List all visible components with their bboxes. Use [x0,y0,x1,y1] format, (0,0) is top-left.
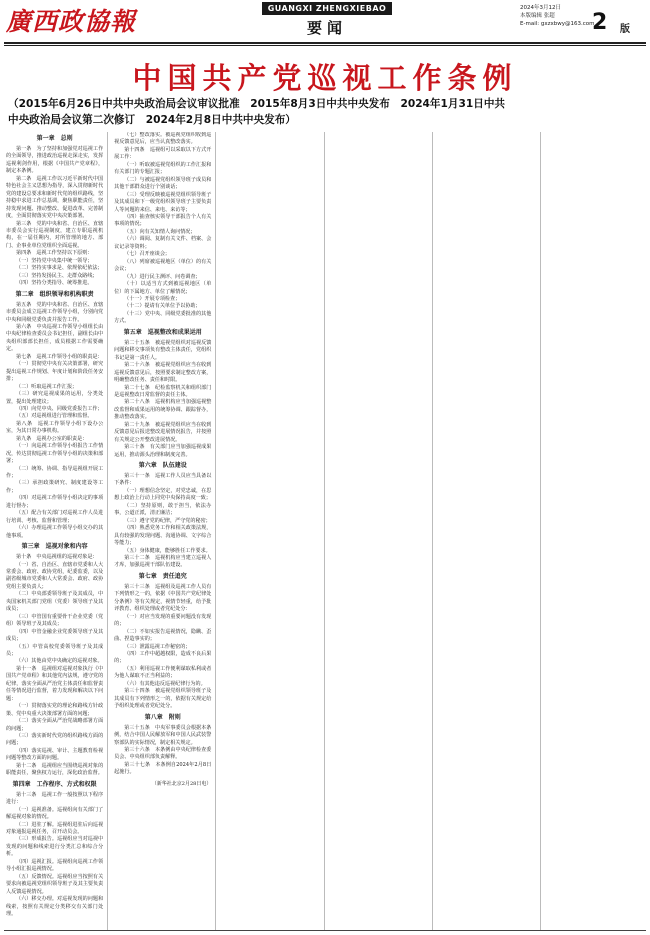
article-paragraph: （十三）党中央、同级党委批准的其他方式。 [114,310,212,325]
article-paragraph: （三）遵守党的纪律，严守党的秘密； [124,517,211,524]
article-paragraph: （六）其他由党中央确定的巡视对象。 [16,658,103,665]
text-column [331,132,433,930]
text-column [6,132,108,930]
masthead-divider-thin [4,45,646,46]
article-paragraph: （二）不如实报告巡视情况，隐瞒、歪曲、捏造事实的； [114,628,212,643]
text-column [547,132,644,930]
article-paragraph: 第一条 为了坚持和加强党对巡视工作的全面领导，推进政治巡视走深走实，发挥巡视利剑作用，根据《中国共产党章程》，制定本条例。 [6,146,104,175]
article-paragraph: 第四条 巡视工作坚持以下原则： [16,250,93,257]
text-column [222,132,324,930]
article-paragraph: 第十二条 巡视组应当围绕巡视对象的职能责任，聚焦权力运行，深化政治监督。 [6,762,104,777]
chapter-heading: 第三章 巡视对象和内容 [21,543,88,551]
article-paragraph: （六）移交办理。对巡视发现的问题和线索，按照有关规定分类移交有关部门处理。 [6,896,104,917]
article-paragraph: 第十四条 巡视组可以采取以下方式开展工作： [114,146,212,161]
chapter-heading: 第八章 附则 [144,713,181,721]
article-paragraph: （二）坚持原则，敢于担当，依法办事，公道正派，清正廉洁； [114,502,212,517]
article-paragraph: 第六条 中央巡视工作领导小组组长由中央纪律检查委员会书记担任，副组长由中央组织部部长担任，成员根据工作需要确定。 [6,323,104,353]
article-paragraph: （二）进驻了解。巡视组进驻后向巡视对象通报巡视任务，召开动员会。 [6,821,104,835]
date-block [520,4,600,28]
subtitle-line: （2015年6月26日中共中央政治局会议审议批准 2015年8月3日中共中央发布 2024年1月31日中共 [8,98,506,110]
newspaper-logo: 廣西政協報 [6,7,137,36]
article-paragraph: （四）向党中央、同级党委报告工作； [16,405,103,412]
article-paragraph: （七）召开座谈会； [124,251,171,258]
article-paragraph: （六）有其他违反巡视纪律行为的。 [124,680,206,687]
article-paragraph: 第三条 党的中央和省、自治区、直辖市委员会实行巡视制度，建立专职巡视机构，在一届任期内，对所管理的地方、部门、企事业单位党组织全面巡视。 [6,220,104,249]
article-body [6,132,644,930]
article-paragraph: （三）研究巡视成果的运用，分类处置，提出处理建议； [6,391,104,405]
article-paragraph: 第十一条 巡视组对巡视对象执行《中国共产党章程》和其他党内法规，遵守党的纪律，落实全面从严治党主体责任和监督责任等情况进行监督，着力发现和解决以下问题： [6,665,104,702]
article-paragraph: （三）中管国有重要骨干企业党委（党组）领导班子及其成员； [6,613,104,628]
article-paragraph: 第二十五条 被巡视党组织对巡视反馈问题和移交事项负有整改主体责任，党组织书记是第一责任人。 [114,339,212,361]
article-headline: 中国共产党巡视工作条例 [132,61,518,95]
article-paragraph: （一）理想信念坚定，对党忠诚，在思想上政治上行动上同党中央保持高度一致； [114,487,212,502]
article-paragraph: 第十条 中央巡视组的巡视对象是： [16,554,98,561]
article-paragraph: （十二）提请有关单位予以协助； [124,303,201,310]
article-paragraph: （三）承担政策研究、制度建设等工作； [6,480,104,494]
article-paragraph: （六）办理巡视工作领导小组交办的其他事项。 [6,525,104,539]
article-paragraph: （一）贯彻落实党的理论和路线方针政策、党中央重大决策部署方面的问题； [6,703,104,717]
subtitle-line: 中央政治局会议第二次修订 2024年2月8日中共中央发布） [8,114,296,126]
article-paragraph: （二）听取巡视工作汇报； [16,383,78,390]
article-paragraph: 第七条 巡视工作领导小组的职责是： [16,353,103,360]
article-paragraph: 第三十六条 本条例由中央纪律检查委员会、中央组织部负责解释。 [114,746,212,761]
article-paragraph: 第九条 巡视办公室的职责是： [16,435,88,442]
article-paragraph: 第二十九条 被巡视党组织应当在收到反馈意见后报送整改进展情况报告，并按照有关规定公开整改进展情况。 [114,421,212,443]
editor-line: 本版编辑 张超 [520,13,555,19]
article-paragraph: （二）中央部委领导班子及其成员，中央国家机关部门党组（党委）领导班子及其成员； [6,591,104,613]
article-paragraph: （五）利用巡视工作便利谋取私利或者为他人谋取不正当利益的； [114,665,212,680]
article-paragraph: （一）向巡视工作领导小组报告工作情况，传达贯彻巡视工作领导小组的决策和部署； [6,443,104,465]
article-paragraph: 第三十一条 巡视工作人员应当具备以下条件： [114,473,212,487]
article-paragraph: （五）反馈情况。巡视组应当按照有关要求向被巡视党组织领导班子及其主要负责人反馈巡视情况。 [6,873,104,895]
masthead-divider [4,42,646,44]
page-number: 2 [592,10,608,35]
article-paragraph: 第三十二条 巡视机构应当建立巡视人才库，加强巡视干部队伍建设。 [114,555,212,569]
article-paragraph: （一）省、自治区、直辖市党委和人大常委会、政府、政协党组，纪委监委，以及副省级城市党委和人大常委会、政府、政协党组主要负责人； [6,561,104,590]
source-footnote: （新华社北京2月28日电） [151,780,212,787]
article-paragraph: 第三十条 有关部门应当加强巡视成果运用，推动源头治理和制度完善。 [114,444,212,458]
article-paragraph: （一）贯彻党中央有关决策部署，研究提出巡视工作规划、年度计划和阶段任务安排； [6,361,104,383]
chapter-heading: 第一章 总则 [36,135,73,142]
article-paragraph: （十）以适当方式到被巡视地区（单位）的下属地方、单位了解情况； [114,281,212,295]
article-paragraph: （八）列席被巡视地区（单位）的有关会议； [114,258,212,273]
article-paragraph: 第二十八条 巡视机构应当加强巡视整改监督和成果运用的统筹协调、跟踪督办，推动整改落实。 [114,399,212,421]
article-subtitle [8,96,648,128]
article-paragraph: 第三十五条 中央军事委员会根据本条例，结合中国人民解放军和中国人民武装警察部队的实际情况，制定相关规定。 [114,724,212,746]
text-column [114,132,216,930]
article-paragraph: 第二条 巡视工作以习近平新时代中国特色社会主义思想为指导，深入贯彻新时代党的建设总要求和新时代党的组织路线，坚持稳中求进工作总基调，聚焦职能责任，坚持发现问题、推动整改、促进改革、完善制度，全面贯彻落实党中央决策部署。 [6,175,104,220]
article-paragraph: （三）形成报告。巡视组应当对巡视中发现的问题和线索进行分类汇总和综合分析。 [6,836,104,858]
date-line: 2024年3月12日 [520,5,561,11]
article-paragraph: （二）与被巡视党组织领导班子成员和其他干部群众进行个别谈话； [114,176,212,191]
article-paragraph: 第三十七条 本条例自2024年2月8日起施行。 [114,761,212,776]
chapter-heading: 第四章 工作程序、方式和权限 [12,780,97,788]
page-unit: 版 [620,24,630,35]
article-paragraph: （二）统筹、协调、指导巡视组开展工作； [6,465,104,480]
article-paragraph: （一）巡视准备。巡视组向有关部门了解巡视对象的情况。 [6,806,104,821]
article-paragraph: （四）坚持分类指导、统筹推进。 [16,280,93,287]
article-paragraph: 第二十七条 纪检监察机关和组织部门是巡视整改日常监督的责任主体。 [114,384,212,398]
masthead [0,0,650,44]
article-paragraph: （五）对巡视组进行管理和监督。 [16,413,93,420]
article-paragraph: 第三十四条 被巡视党组织领导班子及其成员有下列情形之一的，依据有关规定给予组织处理或者党纪处分。 [114,688,212,710]
article-paragraph: （四）熟悉党务工作和相关政策法规，具有较强的发现问题、沟通协调、文字综合等能力； [114,525,212,547]
article-paragraph: （五）中管高校党委领导班子及其成员； [6,643,104,657]
chapter-heading: 第五章 巡视整改和成果运用 [123,328,202,336]
article-paragraph: （四）对巡视工作领导小组决定的事项进行督办； [6,495,104,509]
article-paragraph: （五）身体健康，能够胜任工作要求。 [124,547,211,554]
bottom-rule [4,930,646,931]
email-line: E-mail: gxzxbwy@163.com [520,21,595,27]
article-paragraph: 第十三条 巡视工作一般按照以下程序进行： [6,791,104,806]
article-paragraph: （十一）开展专项检查； [124,295,181,302]
article-paragraph: 第二十六条 被巡视党组织应当在收到巡视反馈意见后，按照要求制定整改方案，明确整改任务、责任和时限。 [114,362,212,384]
article-paragraph: 第五条 党的中央和省、自治区、直辖市委员会成立巡视工作领导小组，分别向党中央和同级党委负责并报告工作。 [6,301,104,323]
article-paragraph: （三）受理反映被巡视党组织领导班子及其成员和下一级党组织领导班子主要负责人等问题的来信、来电、来访等； [114,191,212,213]
article-paragraph: （三）落实新时代党的组织路线方面的问题； [6,732,104,747]
article-paragraph: （五）配合有关部门对巡视工作人员进行培训、考核、监督和管理； [6,510,104,524]
article-paragraph: （七）整改落实。被巡视党组织收到巡视反馈意见后，应当认真整改落实。 [114,132,212,146]
article-paragraph: 第三十三条 巡视组及巡视工作人员有下列情形之一的，依据《中国共产党纪律处分条例》等有关规定，视情节轻重，给予批评教育、组织处理或者党纪处分： [114,583,212,613]
article-paragraph: （三）泄露巡视工作秘密的； [124,643,191,650]
article-paragraph: （二）坚持实事求是、依规依纪依法； [16,265,103,272]
text-column [439,132,541,930]
article-paragraph: （六）调阅、复制有关文件、档案、会议记录等资料； [114,236,212,250]
article-paragraph: （四）工作中超越权限，造成不良后果的； [114,651,212,665]
article-paragraph: （四）抽查核实领导干部报告个人有关事项的情况； [114,213,212,228]
article-paragraph: （四）巡视汇报。巡视组向巡视工作领导小组汇报巡视情况。 [6,858,104,873]
chapter-heading: 第六章 队伍建设 [138,462,187,470]
article-paragraph: （一）对应当发现的重要问题没有发现的； [114,613,212,628]
chapter-heading: 第二章 组织领导和机构职责 [15,290,94,298]
section-title: 要闻 [306,19,347,37]
article-paragraph: （三）坚持发扬民主、走群众路线； [16,272,98,279]
pinyin-title: GUANGXI ZHENGXIEBAO [262,2,392,15]
article-paragraph: （二）落实全面从严治党战略部署方面的问题； [6,718,104,732]
article-paragraph: （四）中管金融企业党委领导班子及其成员； [6,628,104,643]
article-paragraph: 第八条 巡视工作领导小组下设办公室，为其日常办事机构。 [6,420,104,435]
chapter-heading: 第七章 责任追究 [138,572,187,580]
article-paragraph: （一）听取被巡视党组织的工作汇报和有关部门的专题汇报； [114,161,212,176]
article-paragraph: （五）向有关知情人询问情况； [124,228,196,235]
article-paragraph: （九）进行民主测评、问卷调查； [124,273,201,280]
article-paragraph: （四）落实巡视、审计、主题教育检视问题等整改方面的问题。 [6,747,104,762]
article-paragraph: （一）坚持党中央集中统一领导； [16,257,93,264]
